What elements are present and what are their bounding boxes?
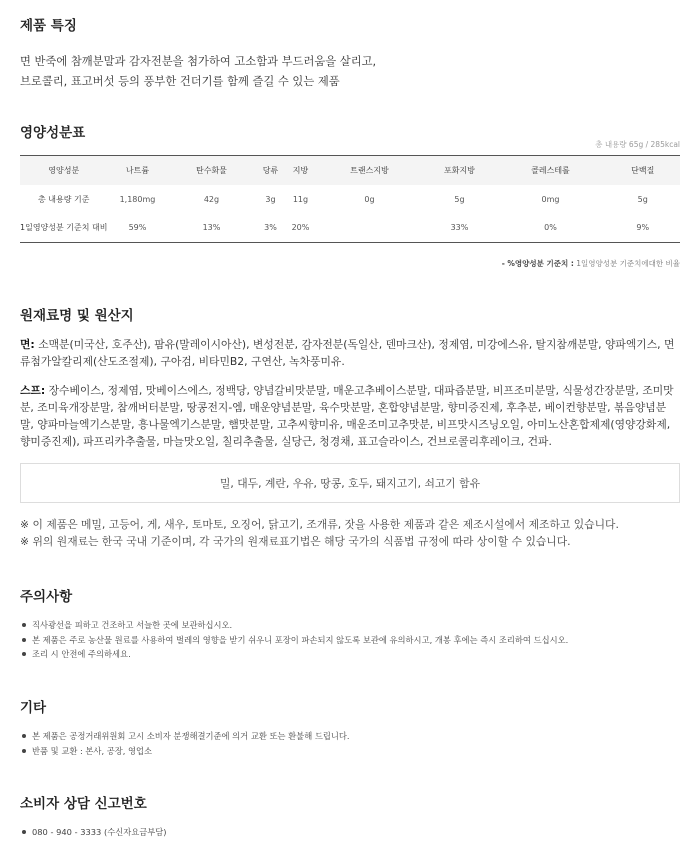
- nutrition-cell: 3g: [265, 194, 276, 204]
- list-item: 조리 시 안전에 주의하세요.: [20, 647, 568, 662]
- nutrition-table: [20, 155, 680, 243]
- noodle-ingredients: [20, 336, 680, 370]
- nutrition-cell: 1,180mg: [119, 194, 156, 204]
- consumer-title: 소비자 상담 신고번호: [20, 796, 147, 812]
- etc-list: [20, 729, 350, 758]
- nutrition-cell: 9%: [636, 223, 650, 233]
- nutrition-cell: 59%: [128, 223, 147, 233]
- nutrition-cell: 5g: [637, 194, 648, 204]
- nutrition-cell: 33%: [450, 223, 469, 233]
- nutrition-cell: 0g: [364, 194, 375, 204]
- soup-ingredients: [20, 382, 680, 450]
- nutrition-cell: [315, 214, 423, 243]
- nutrition-header-cell: 영양성분: [20, 156, 107, 185]
- nutrition-header-cell: 지방: [285, 156, 315, 185]
- list-item: 본 제품은 주로 농산물 원료를 사용하여 벌레의 영향을 받기 쉬우니 포장이 파손되지 않도록 보관에 유의하시고, 개봉 후에는 즉시 조리하여 드십시오.: [20, 633, 568, 648]
- nutrition-header-cell: 콜레스테롤: [495, 156, 605, 185]
- ingredient-note: ※ 이 제품은 메밀, 고등어, 게, 새우, 토마토, 오징어, 닭고기, 조개류, 잣을 사용한 제품과 같은 제조시설에서 제조하고 있습니다.: [20, 518, 619, 531]
- nutrition-cell: 0%: [544, 223, 557, 233]
- nutrition-cell: 0mg: [541, 194, 560, 204]
- nutrition-row-label: 1일영양성분 기준치 대비: [20, 223, 108, 233]
- nutrition-header-cell: 단백질: [605, 156, 680, 185]
- features-line: 브로콜리, 표고버섯 등의 풍부한 건더기를 함께 즐길 수 있는 제품: [20, 75, 340, 88]
- features-title: 제품 특징: [20, 18, 77, 34]
- nutrition-cell: 20%: [291, 223, 310, 233]
- nutrition-cell: 5g: [454, 194, 465, 204]
- ingredient-notes: [20, 516, 619, 550]
- nutrition-cell: 13%: [202, 223, 221, 233]
- nutrition-row-label: 총 내용량 기준: [38, 194, 90, 204]
- consumer-list: [20, 825, 167, 840]
- noodle-text: 소맥분(미국산, 호주산), 팜유(말레이시아산), 변성전분, 감자전분(독일산, 덴마크산), 정제염, 미강에스유, 탈지참깨분말, 양파엑기스, 면류첨가알칼리제(산도조절제), 구아검, 비타민B2, 구연산, 녹차풍미유.: [20, 338, 675, 368]
- nutrition-cell: 3%: [264, 223, 277, 233]
- allergy-box: 밀, 대두, 계란, 우유, 땅콩, 호두, 돼지고기, 쇠고기 함유: [20, 463, 680, 503]
- nutrition-cell: 11g: [292, 194, 309, 204]
- nutrition-row-total: [20, 185, 680, 214]
- standard-note-text: 1일영양성분 기준치에대한 비율: [576, 259, 680, 268]
- features-description: [20, 52, 376, 92]
- nutrition-header-row: [20, 156, 680, 185]
- soup-label: 스프:: [20, 384, 46, 397]
- caution-title: 주의사항: [20, 589, 73, 605]
- serving-size: 총 내용량 65g / 285kcal: [595, 140, 680, 149]
- consumer-phone: 080 - 940 - 3333 (수신자요금부담): [20, 825, 167, 840]
- nutrition-header-cell: 당류: [255, 156, 285, 185]
- nutrition-header-cell: 포화지방: [423, 156, 495, 185]
- list-item: 본 제품은 공정거래위원회 고시 소비자 분쟁해결기준에 의거 교환 또는 환불해 드립니다.: [20, 729, 350, 744]
- nutrition-title: 영양성분표: [20, 125, 86, 141]
- nutrition-row-percent: [20, 214, 680, 243]
- ingredient-note: ※ 위의 원재료는 한국 국내 기준이며, 각 국가의 원재료표기법은 해당 국가의 식품법 규정에 따라 상이할 수 있습니다.: [20, 535, 571, 548]
- nutrition-header-cell: 탄수화물: [167, 156, 255, 185]
- standard-note-label: - %영양성분 기준치 :: [501, 259, 574, 268]
- nutrition-header-cell: 나트륨: [107, 156, 167, 185]
- ingredients-title: 원재료명 및 원산지: [20, 308, 134, 324]
- caution-list: [20, 618, 568, 662]
- list-item: 반품 및 교환 : 본사, 공장, 영업소: [20, 744, 350, 759]
- soup-text: 장수베이스, 정제염, 맛베이스에스, 정백당, 양념갈비맛분말, 매운고추베이스분말, 대파즙분말, 비프조미분말, 식물성간장분말, 조미맛분, 조미육개장분말, 참깨버터분말, 땅콩전지-엠, 매운양념분말, 육수맛분말, 혼합양념분말, 향미증진제, 후추분, 베이컨향분말, 볶음양념분말, 양파마늘엑기스분말, 흥나물엑기스분말, 햄맛분말, 고추씨향미유, 매운조미고추맛분, 비프맛시즈닝오일, 아미노산혼합제제(영양강화제, 향미증진제), 파프리카추출물, 마늘맛오일, 칠리추출물, 실당근, 청경채, 표고슬라이스, 건브로콜리후레이크, 건파.: [20, 384, 674, 448]
- etc-title: 기타: [20, 700, 47, 716]
- features-line: 면 반죽에 참깨분말과 감자전분을 첨가하여 고소함과 부드러움을 살리고,: [20, 55, 377, 68]
- list-item: 직사광선을 피하고 건조하고 서늘한 곳에 보관하십시오.: [20, 618, 568, 633]
- nutrition-header-cell: 트랜스지방: [315, 156, 423, 185]
- noodle-label: 면:: [20, 338, 35, 351]
- nutrition-cell: 42g: [203, 194, 220, 204]
- nutrition-standard-note: [502, 258, 680, 269]
